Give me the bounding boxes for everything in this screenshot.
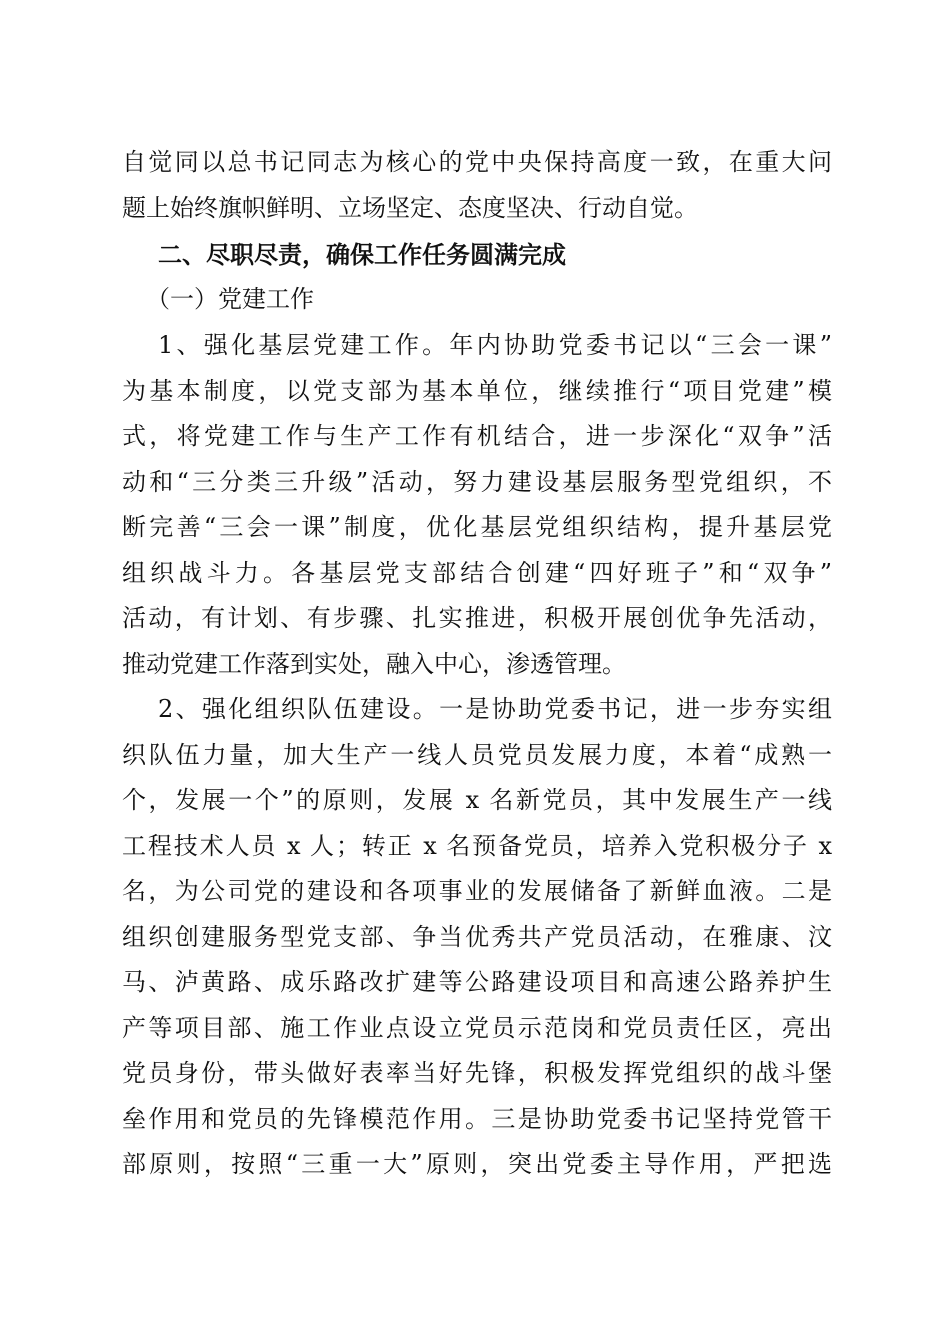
paragraph-line: 推动党建工作落到实处，融入中心，渗透管理。 xyxy=(122,650,626,678)
subsection-heading: （一）党建工作 xyxy=(146,285,314,313)
paragraph-line: 马、泸黄路、成乐路改扩建等公路建设项目和高速公路养护生 xyxy=(122,968,832,996)
paragraph-line: 1、强化基层党建工作。年内协助党委书记以“三会一课” xyxy=(158,331,832,359)
paragraph-line: 活动，有计划、有步骤、扎实推进，积极开展创优争先活动， xyxy=(122,604,832,632)
paragraph-line: 式，将党建工作与生产工作有机结合，进一步深化“双争”活 xyxy=(122,422,832,450)
paragraph-line: 组织战斗力。各基层党支部结合创建“四好班子”和“双争” xyxy=(122,559,832,587)
paragraph-line: 部原则，按照“三重一大”原则，突出党委主导作用，严把选 xyxy=(122,1150,832,1178)
paragraph-line: 断完善“三会一课”制度，优化基层党组织结构，提升基层党 xyxy=(122,513,832,541)
paragraph-line: 产等项目部、施工作业点设立党员示范岗和党员责任区，亮出 xyxy=(122,1014,832,1042)
paragraph-line: 组织创建服务型党支部、争当优秀共产党员活动，在雅康、汶 xyxy=(122,923,832,951)
section-heading: 二、尽职尽责，确保工作任务圆满完成 xyxy=(158,241,566,269)
paragraph-line: 党员身份，带头做好表率当好先锋，积极发挥党组织的战斗堡 xyxy=(122,1059,832,1087)
paragraph-line: 自觉同以总书记同志为核心的党中央保持高度一致，在重大问 xyxy=(122,148,832,176)
paragraph-line: 2、强化组织队伍建设。一是协助党委书记，进一步夯实组 xyxy=(158,695,832,723)
paragraph-line: 名，为公司党的建设和各项事业的发展储备了新鲜血液。二是 xyxy=(122,877,832,905)
paragraph-line: 织队伍力量，加大生产一线人员党员发展力度，本着“成熟一 xyxy=(122,741,832,769)
paragraph-line: 为基本制度，以党支部为基本单位，继续推行“项目党建”模 xyxy=(122,377,832,405)
paragraph-line: 动和“三分类三升级”活动，努力建设基层服务型党组织，不 xyxy=(122,468,832,496)
paragraph-line: 题上始终旗帜鲜明、立场坚定、态度坚决、行动自觉。 xyxy=(122,194,698,222)
paragraph-line: 工程技术人员 x 人；转正 x 名预备党员，培养入党积极分子 x xyxy=(122,832,832,860)
paragraph-line: 垒作用和党员的先锋模范作用。三是协助党委书记坚持党管干 xyxy=(122,1105,832,1133)
paragraph-line: 个，发展一个”的原则，发展 x 名新党员，其中发展生产一线 xyxy=(122,786,832,814)
